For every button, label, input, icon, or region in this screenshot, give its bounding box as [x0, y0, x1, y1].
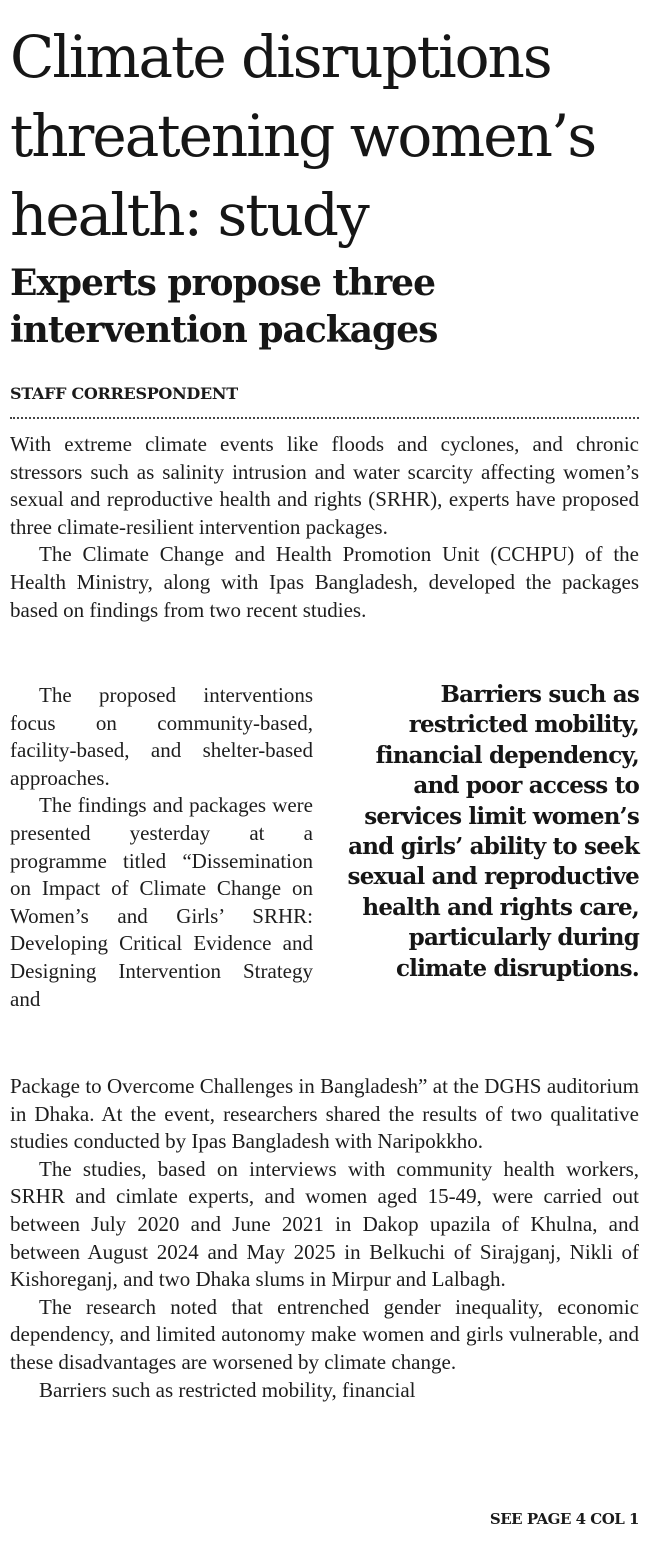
- article-body-bottom: [10, 1073, 639, 1404]
- article-body-top: [10, 431, 639, 624]
- paragraph-programme-start: The findings and packages were presented yesterday at a programme titled “Dissemination on Impact of Climate Change on Women’s and Girls’ SRHR: Developing Critical Evidence and Designing Intervention Strategy and: [10, 793, 313, 1011]
- paragraph-cchpu: The Climate Change and Health Promotion Unit (CCHPU) of the Health Ministry, along with Ipas Bangladesh, developed the packages based on findings from two recent studies.: [10, 542, 639, 622]
- paragraph-interventions: The proposed interventions focus on community-based, facility-based, and shelter-based approaches.: [10, 683, 313, 790]
- newspaper-article: [10, 0, 639, 1542]
- continuation-jump: SEE PAGE 4 COL 1: [489, 1510, 639, 1528]
- paragraph-programme-end: Package to Overcome Challenges in Bangladesh” at the DGHS auditorium in Dhaka. At the event, researchers shared the results of two qualitative studies conducted by Ipas Bangladesh with Naripokkho.: [10, 1074, 639, 1154]
- paragraph-intro: With extreme climate events like floods and cyclones, and chronic stressors such as salinity intrusion and water scarcity affecting women’s sexual and reproductive health and rights (SRHR), experts have proposed three climate-resilient intervention packages.: [10, 432, 639, 539]
- subheadline: Experts propose three intervention packages: [10, 262, 438, 351]
- paragraph-studies: The studies, based on interviews with community health workers, SRHR and cimlate experts, and women aged 15-49, were carried out between July 2020 and June 2021 in Dakop upazila of Khulna, and between August 2024 and May 2025 in Belkuchi of Sirajganj, Nikli of Kishoreganj, and two Dhaka slums in Mirpur and Lalbagh.: [10, 1156, 639, 1292]
- byline-divider: [10, 417, 639, 419]
- pull-quote: Barriers such as restricted mobility, financial dependency, and poor access to services limit women’s and girls’ ability to seek sexual and reproductive health and rights care, particularly during climate disruptions.: [347, 681, 639, 982]
- paragraph-research: The research noted that entrenched gender inequality, economic dependency, and limited autonomy make women and girls vulnerable, and these disadvantages are worsened by climate change.: [10, 1294, 639, 1374]
- article-body-left-column: [10, 682, 313, 1013]
- headline: Climate disruptions threatening women’s health: study: [10, 23, 596, 249]
- byline: STAFF CORRESPONDENT: [10, 384, 238, 403]
- paragraph-barriers: Barriers such as restricted mobility, financial: [39, 1377, 416, 1402]
